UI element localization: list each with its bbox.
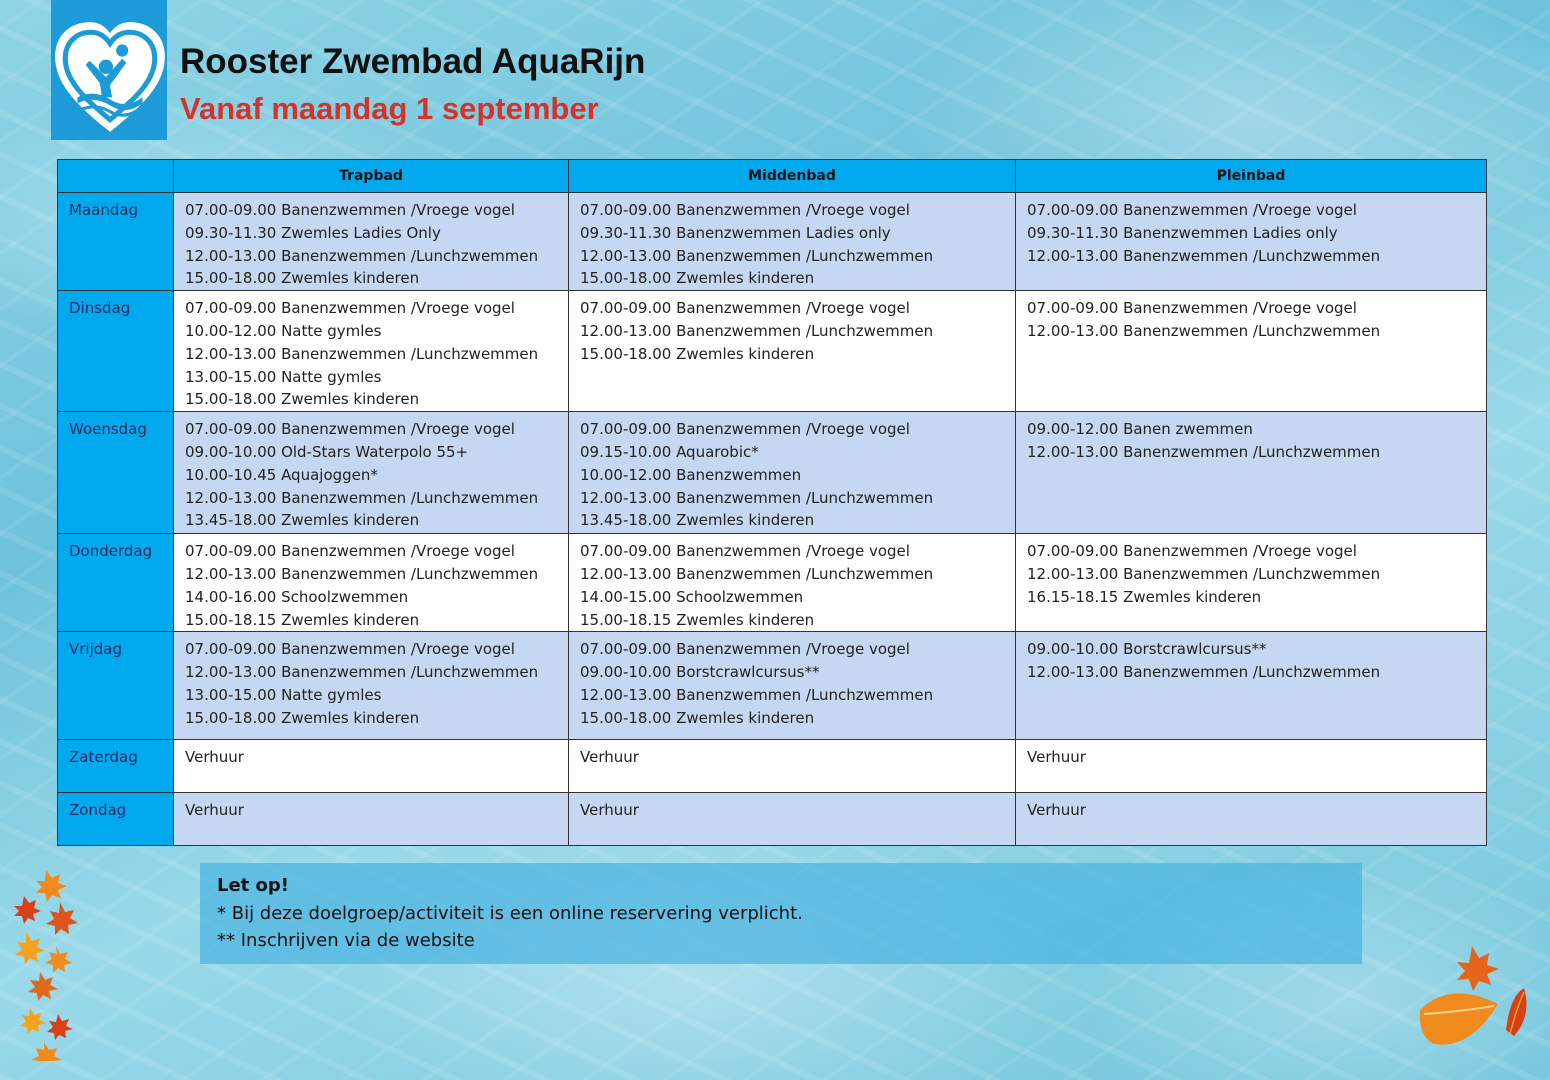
schedule-entry: 12.00-13.00 Banenzwemmen /Lunchzwemmen [1027,564,1381,583]
page-title: Rooster Zwembad AquaRijn [180,42,646,81]
schedule-entry: 09.00-10.00 Borstcrawlcursus** [1027,640,1267,659]
schedule-entry: 12.00-13.00 Banenzwemmen /Lunchzwemmen [185,488,539,507]
schedule-cell-middenbad [569,632,1016,740]
table-row [58,793,1487,846]
schedule-cell-middenbad [569,793,1016,846]
schedule-entry: 07.00-09.00 Banenzwemmen /Vroege vogel [580,299,910,318]
schedule-entry: 12.00-13.00 Banenzwemmen /Lunchzwemmen [580,564,934,583]
column-header-trapbad: Trapbad [174,160,569,193]
schedule-entry: 09.30-11.30 Zwemles Ladies Only [185,223,441,242]
schedule-entry: 13.45-18.00 Zwemles kinderen [185,511,420,530]
day-label: Zaterdag [58,740,174,793]
notice-line-registration: ** Inschrijven via de website [217,930,475,951]
notice-box [200,863,1362,964]
schedule-entry: 07.00-09.00 Banenzwemmen /Vroege vogel [185,299,515,318]
schedule-entry: 15.00-18.00 Zwemles kinderen [185,269,420,288]
autumn-leaves-right-decoration [1410,940,1540,1060]
schedule-entry: 12.00-13.00 Banenzwemmen /Lunchzwemmen [580,685,934,704]
schedule-entry: 12.00-13.00 Banenzwemmen /Lunchzwemmen [1027,663,1381,682]
column-header-middenbad: Middenbad [569,160,1016,193]
schedule-cell-middenbad [569,412,1016,534]
schedule-entry: 12.00-13.00 Banenzwemmen /Lunchzwemmen [580,488,934,507]
schedule-entry: 10.00-10.45 Aquajoggen* [185,465,378,484]
schedule-entry: 12.00-13.00 Banenzwemmen /Lunchzwemmen [185,663,539,682]
schedule-entry: 14.00-16.00 Schoolzwemmen [185,587,409,606]
schedule-cell-middenbad [569,193,1016,291]
schedule-entry: 07.00-09.00 Banenzwemmen /Vroege vogel [1027,299,1357,318]
table-header-corner [58,160,174,193]
day-label: Dinsdag [58,291,174,412]
schedule-entry: Verhuur [1027,748,1086,767]
table-row [58,632,1487,740]
notice-title: Let op! [217,875,290,896]
schedule-entry: Verhuur [580,748,639,767]
schedule-entry: 15.00-18.15 Zwemles kinderen [185,610,420,629]
schedule-entry: 09.30-11.30 Banenzwemmen Ladies only [1027,223,1338,242]
schedule-cell-pleinbad [1016,793,1487,846]
schedule-entry: 12.00-13.00 Banenzwemmen /Lunchzwemmen [1027,442,1381,461]
schedule-entry: 15.00-18.00 Zwemles kinderen [580,269,815,288]
table-row [58,412,1487,534]
schedule-entry: 09.00-10.00 Old-Stars Waterpolo 55+ [185,442,469,461]
schedule-entry: 09.30-11.30 Banenzwemmen Ladies only [580,223,891,242]
schedule-cell-middenbad [569,740,1016,793]
schedule-cell-pleinbad [1016,412,1487,534]
schedule-entry: 10.00-12.00 Banenzwemmen [580,465,802,484]
schedule-entry: 12.00-13.00 Banenzwemmen /Lunchzwemmen [1027,246,1381,265]
table-row [58,193,1487,291]
schedule-entry: 07.00-09.00 Banenzwemmen /Vroege vogel [1027,542,1357,561]
schedule-cell-trapbad [174,412,569,534]
day-label: Donderdag [58,534,174,632]
schedule-entry: 12.00-13.00 Banenzwemmen /Lunchzwemmen [185,564,539,583]
schedule-entry: 09.00-12.00 Banen zwemmen [1027,420,1253,439]
table-header-row [58,160,1487,193]
column-header-pleinbad: Pleinbad [1016,160,1487,193]
schedule-cell-trapbad [174,534,569,632]
day-label: Woensdag [58,412,174,534]
schedule-entry: 13.00-15.00 Natte gymles [185,367,382,386]
table-row [58,740,1487,793]
schedule-cell-trapbad [174,193,569,291]
table-row [58,291,1487,412]
schedule-cell-pleinbad [1016,193,1487,291]
schedule-cell-pleinbad [1016,740,1487,793]
schedule-cell-pleinbad [1016,632,1487,740]
schedule-entry: 13.00-15.00 Natte gymles [185,685,382,704]
schedule-entry: 15.00-18.00 Zwemles kinderen [185,390,420,409]
schedule-cell-trapbad [174,740,569,793]
schedule-entry: 07.00-09.00 Banenzwemmen /Vroege vogel [185,542,515,561]
schedule-entry: 13.45-18.00 Zwemles kinderen [580,511,815,530]
schedule-entry: 12.00-13.00 Banenzwemmen /Lunchzwemmen [580,246,934,265]
day-label: Vrijdag [58,632,174,740]
schedule-entry: Verhuur [580,801,639,820]
schedule-entry: 16.15-18.15 Zwemles kinderen [1027,587,1262,606]
schedule-entry: 12.00-13.00 Banenzwemmen /Lunchzwemmen [185,344,539,363]
schedule-cell-trapbad [174,793,569,846]
autumn-leaves-left-decoration [10,862,90,1072]
schedule-entry: 07.00-09.00 Banenzwemmen /Vroege vogel [580,640,910,659]
table-row [58,534,1487,632]
schedule-cell-pleinbad [1016,291,1487,412]
day-label: Zondag [58,793,174,846]
schedule-entry: Verhuur [1027,801,1086,820]
page-subtitle: Vanaf maandag 1 september [180,91,599,126]
schedule-entry: 07.00-09.00 Banenzwemmen /Vroege vogel [185,420,515,439]
schedule-entry: 07.00-09.00 Banenzwemmen /Vroege vogel [580,420,910,439]
schedule-table [57,159,1487,846]
schedule-entry: Verhuur [185,748,244,767]
schedule-entry: 07.00-09.00 Banenzwemmen /Vroege vogel [1027,201,1357,219]
schedule-entry: 09.15-10.00 Aquarobic* [580,442,759,461]
schedule-entry: 15.00-18.00 Zwemles kinderen [580,708,815,727]
schedule-cell-trapbad [174,291,569,412]
schedule-entry: 14.00-15.00 Schoolzwemmen [580,587,804,606]
day-label: Maandag [58,193,174,291]
schedule-cell-pleinbad [1016,534,1487,632]
schedule-entry: 07.00-09.00 Banenzwemmen /Vroege vogel [580,542,910,561]
schedule-entry: 09.00-10.00 Borstcrawlcursus** [580,663,820,682]
schedule-cell-middenbad [569,291,1016,412]
schedule-entry: 12.00-13.00 Banenzwemmen /Lunchzwemmen [580,321,934,340]
schedule-entry: Verhuur [185,801,244,820]
schedule-entry: 15.00-18.00 Zwemles kinderen [580,344,815,363]
schedule-entry: 10.00-12.00 Natte gymles [185,321,382,340]
schedule-entry: 07.00-09.00 Banenzwemmen /Vroege vogel [580,201,910,219]
schedule-entry: 12.00-13.00 Banenzwemmen /Lunchzwemmen [1027,321,1381,340]
schedule-entry: 15.00-18.15 Zwemles kinderen [580,610,815,629]
aquarijn-logo [49,18,171,140]
schedule-entry: 12.00-13.00 Banenzwemmen /Lunchzwemmen [185,246,539,265]
schedule-entry: 15.00-18.00 Zwemles kinderen [185,708,420,727]
notice-line-reservation: * Bij deze doelgroep/activiteit is een online reservering verplicht. [217,902,803,924]
schedule-entry: 07.00-09.00 Banenzwemmen /Vroege vogel [185,201,515,219]
schedule-cell-trapbad [174,632,569,740]
schedule-entry: 07.00-09.00 Banenzwemmen /Vroege vogel [185,640,515,659]
schedule-cell-middenbad [569,534,1016,632]
